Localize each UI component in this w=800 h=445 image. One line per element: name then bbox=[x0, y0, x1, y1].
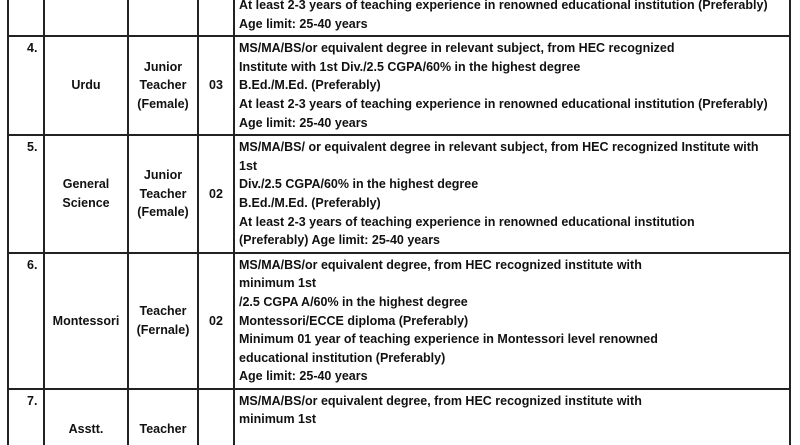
requirement-line: minimum 1st bbox=[239, 276, 317, 291]
subject-cell bbox=[44, 135, 128, 253]
requirement-line: At least 2-3 years of teaching experience in renowned educational institution bbox=[239, 214, 695, 229]
post-text: Teacher bbox=[139, 304, 187, 319]
subject-text: Urdu bbox=[71, 78, 101, 93]
post-cell bbox=[128, 253, 198, 389]
post-text: (Female) bbox=[137, 205, 189, 220]
subject-cell bbox=[44, 253, 128, 389]
requirement-line: minimum 1st bbox=[239, 412, 317, 427]
requirements-cell bbox=[234, 135, 790, 253]
requirement-line bbox=[239, 429, 785, 445]
requirement-line: B.Ed./M.Ed. (Preferably) bbox=[239, 78, 381, 93]
requirement-line: Montessori/ECCE diploma (Preferably) bbox=[239, 313, 469, 328]
requirement-line: 1st bbox=[239, 158, 258, 173]
subject-cell bbox=[44, 389, 128, 445]
post-text: (Fernale) bbox=[136, 322, 190, 337]
requirement-line: Age limit: 25-40 years bbox=[239, 16, 368, 31]
serial-number: 7. bbox=[8, 389, 44, 445]
vacancy-row bbox=[8, 36, 790, 135]
vacancy-row bbox=[8, 253, 790, 389]
requirement-line: Minimum 01 year of teaching experience in Montessori level renowned bbox=[239, 332, 658, 347]
subject-text: Science bbox=[62, 195, 110, 210]
vacancy-table bbox=[7, 0, 791, 445]
requirement-line: MS/MA/BS/or equivalent degree, from HEC recognized institute with bbox=[239, 257, 642, 272]
seats-cell: 02 bbox=[198, 253, 234, 389]
vacancy-row bbox=[8, 389, 790, 445]
post-cell bbox=[128, 36, 198, 135]
subject-text: General bbox=[62, 177, 110, 192]
subject-text: Montessori bbox=[52, 313, 120, 328]
post-cell bbox=[128, 0, 198, 36]
requirement-line: Age limit: 25-40 years bbox=[239, 369, 368, 384]
requirement-line: educational institution (Preferably) bbox=[239, 350, 446, 365]
post-text bbox=[129, 401, 197, 420]
requirement-line: Institute with 1st Div./2.5 CGPA/60% in the highest degree bbox=[239, 59, 581, 74]
requirements-cell bbox=[234, 0, 790, 36]
subject-text bbox=[45, 401, 127, 420]
post-text: Teacher bbox=[139, 421, 187, 436]
serial-number bbox=[8, 0, 44, 36]
seats-cell: 02 bbox=[198, 135, 234, 253]
requirement-line: MS/MA/BS/or equivalent degree, from HEC recognized institute with bbox=[239, 393, 642, 408]
post-text: Junior bbox=[143, 168, 183, 183]
seats-cell: 03 bbox=[198, 36, 234, 135]
subject-text: Asstt. bbox=[68, 421, 104, 436]
serial-number: 5. bbox=[8, 135, 44, 253]
subject-cell bbox=[44, 36, 128, 135]
requirements-cell bbox=[234, 36, 790, 135]
post-text: (Female) bbox=[137, 96, 189, 111]
requirement-line: Age limit: 25-40 years bbox=[239, 115, 368, 130]
seats-cell bbox=[198, 0, 234, 36]
post-cell bbox=[128, 389, 198, 445]
post-text: Junior bbox=[143, 59, 183, 74]
requirement-line: B.Ed./M.Ed. (Preferably) bbox=[239, 195, 381, 210]
vacancy-row bbox=[8, 135, 790, 253]
vacancy-table-body bbox=[8, 0, 790, 445]
requirement-line: MS/MA/BS/ or equivalent degree in relevant subject, from HEC recognized Institute with bbox=[239, 140, 759, 155]
requirements-cell bbox=[234, 389, 790, 445]
post-text: Teacher bbox=[139, 78, 187, 93]
post-text: Teacher bbox=[139, 186, 187, 201]
requirement-line: (Preferably) Age limit: 25-40 years bbox=[239, 233, 441, 248]
requirement-line: /2.5 CGPA A/60% in the highest degree bbox=[239, 294, 468, 309]
vacancy-row bbox=[8, 0, 790, 36]
requirement-line: Div./2.5 CGPA/60% in the highest degree bbox=[239, 177, 479, 192]
requirement-line: MS/MA/BS/or equivalent degree in relevant subject, from HEC recognized bbox=[239, 41, 675, 56]
seats-cell bbox=[198, 389, 234, 445]
serial-number: 4. bbox=[8, 36, 44, 135]
requirement-line: At least 2-3 years of teaching experience in renowned educational institution (Preferably) bbox=[239, 0, 768, 12]
subject-cell bbox=[44, 0, 128, 36]
requirement-line: At least 2-3 years of teaching experience in renowned educational institution (Preferably) bbox=[239, 96, 768, 111]
serial-number: 6. bbox=[8, 253, 44, 389]
requirements-cell bbox=[234, 253, 790, 389]
post-cell bbox=[128, 135, 198, 253]
